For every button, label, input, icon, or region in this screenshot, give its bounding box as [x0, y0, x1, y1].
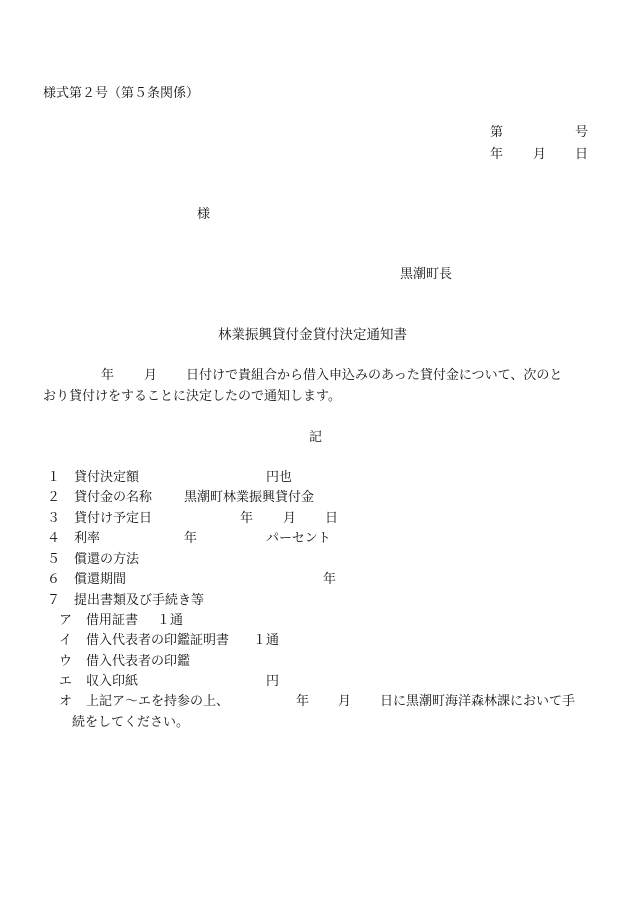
item-value-month: 月 — [283, 511, 297, 526]
item-label: 償還の方法 — [74, 552, 140, 567]
subitem-value: １通 — [253, 633, 280, 648]
item-label: 利率 — [74, 531, 101, 546]
subitem-value-year: 年 — [296, 694, 310, 709]
subitem-mark: オ — [59, 694, 73, 709]
document-title: 林業振興貸付金貸付決定通知書 — [218, 327, 407, 343]
doc-number-suffix: 号 — [575, 125, 589, 140]
subitem-mark: イ — [59, 633, 73, 648]
body-text-line1: 日付けで貴組合から借入申込みのあった貸付金について、次のと — [186, 368, 563, 383]
item-label: 償還期間 — [74, 572, 127, 587]
item-number: ２ — [47, 490, 61, 505]
date-month-label: 月 — [533, 147, 547, 162]
subitem-value-day-text: 日に黒潮町海洋森林課において手 — [380, 694, 576, 709]
body-text-line2: おり貸付けをすることに決定したので通知します。 — [43, 389, 341, 404]
item-number: ６ — [47, 572, 61, 587]
item-value-percent: パーセント — [266, 531, 331, 546]
subitem-mark: ウ — [59, 654, 73, 669]
sender-name: 黒潮町長 — [400, 267, 453, 282]
item-value: 黒潮町林業振興貸付金 — [184, 490, 315, 505]
subitem-label: 借入代表者の印鑑 — [86, 654, 191, 669]
subitem-label: 借入代表者の印鑑証明書 — [86, 633, 230, 648]
subitem-label: 借用証書 — [86, 613, 139, 628]
subitem-value: 円 — [266, 674, 280, 689]
subitem-value-month: 月 — [338, 694, 352, 709]
item-label: 貸付金の名称 — [74, 490, 153, 505]
item-label: 提出書類及び手続き等 — [74, 593, 205, 608]
subitem-label: 収入印紙 — [86, 674, 139, 689]
item-number: ３ — [47, 511, 61, 526]
ki-heading: 記 — [309, 430, 323, 445]
item-value-year: 年 — [323, 572, 337, 587]
subitem-continuation: 続をしてください。 — [72, 715, 190, 730]
item-label: 貸付け予定日 — [74, 511, 153, 526]
item-number: ７ — [47, 593, 61, 608]
item-value-day: 日 — [325, 511, 339, 526]
body-year-label: 年 — [101, 368, 115, 383]
subitem-value: １通 — [157, 613, 184, 628]
item-number: １ — [47, 470, 61, 485]
body-month-label: 月 — [144, 368, 158, 383]
addressee-sama: 様 — [197, 207, 211, 222]
item-value: 円也 — [266, 470, 293, 485]
date-year-label: 年 — [490, 147, 504, 162]
form-number: 様式第２号（第５条関係） — [43, 86, 200, 101]
subitem-mark: エ — [59, 674, 73, 689]
item-number: ５ — [47, 552, 61, 567]
item-number: ４ — [47, 531, 61, 546]
date-day-label: 日 — [575, 147, 589, 162]
item-label: 貸付決定額 — [74, 470, 140, 485]
item-value-year: 年 — [240, 511, 254, 526]
item-value-year: 年 — [184, 531, 198, 546]
subitem-mark: ア — [59, 613, 73, 628]
doc-number-prefix: 第 — [490, 125, 504, 140]
subitem-label: 上記ア～エを持参の上、 — [86, 694, 230, 709]
